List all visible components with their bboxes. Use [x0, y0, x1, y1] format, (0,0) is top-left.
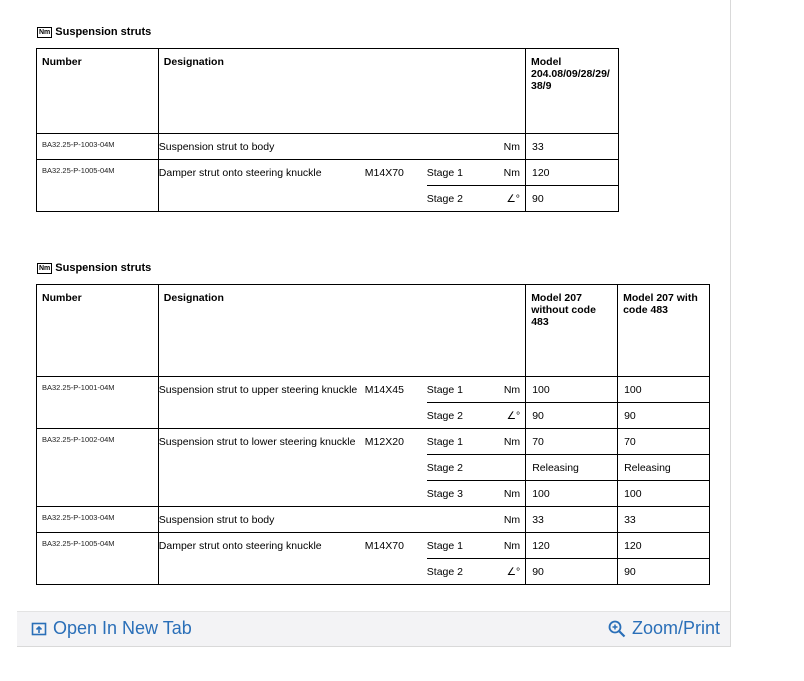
table-row — [37, 507, 710, 533]
stage: Stage 2 — [427, 455, 487, 481]
part-number: BA32.25-P-1003-04M — [37, 134, 159, 160]
thread-spec: M14X70 — [364, 166, 404, 179]
value: 33 — [532, 513, 544, 526]
viewer-toolbar — [17, 611, 730, 646]
torque-table-2 — [36, 284, 710, 585]
designation: Suspension strut to upper steering knuckle — [158, 383, 358, 396]
angle-unit: ∠° — [506, 192, 520, 205]
header-designation: Designation — [158, 49, 525, 134]
stage: Stage 2 — [426, 565, 463, 578]
part-number: BA32.25-P-1005-04M — [37, 160, 159, 212]
value: 70 — [526, 429, 617, 455]
table-row — [37, 134, 619, 160]
stage — [427, 507, 487, 532]
header-number: Number — [37, 285, 159, 377]
open-in-new-tab-button[interactable] — [31, 618, 192, 639]
part-number: BA32.25-P-1005-04M — [37, 533, 159, 585]
section-2-title-text: Suspension struts — [55, 262, 152, 274]
unit: Nm — [503, 487, 521, 500]
value: 90 — [532, 409, 544, 422]
header-number: Number — [37, 49, 159, 134]
value: 90 — [624, 565, 636, 578]
thread-spec: M14X70 — [364, 539, 404, 552]
header-model-without-483: Model 207 without code 483 — [526, 285, 618, 377]
value: 100 — [532, 487, 550, 500]
header-model: Model 204.08/09/28/29/ 38/9 — [526, 49, 619, 134]
thread-spec: M14X45 — [364, 383, 404, 396]
header-model-with-483: Model 207 with code 483 — [618, 285, 710, 377]
torque-icon: Nm — [39, 264, 51, 272]
value: 120 — [526, 160, 618, 186]
unit — [487, 455, 525, 481]
stage: Stage 2 — [426, 192, 463, 205]
designation: Suspension strut to body — [158, 140, 275, 153]
stage: Stage 2 — [426, 409, 463, 422]
designation: Suspension strut to lower steering knuckle — [158, 435, 356, 448]
open-tab-icon — [31, 621, 47, 637]
thread-spec: M12X20 — [364, 435, 404, 448]
stage: Stage 3 — [426, 487, 463, 500]
value: 70 — [618, 429, 709, 455]
value: 90 — [532, 192, 544, 205]
value: 90 — [624, 409, 636, 422]
designation: Damper strut onto steering knuckle — [158, 539, 322, 552]
unit: Nm — [487, 377, 525, 403]
unit: Nm — [487, 429, 525, 455]
value: Releasing — [526, 455, 617, 481]
torque-icon: Nm — [39, 28, 51, 36]
designation: Suspension strut to body — [158, 513, 275, 526]
unit: Nm — [503, 513, 521, 526]
unit: Nm — [487, 160, 525, 186]
part-number: BA32.25-P-1002-04M — [37, 429, 159, 507]
zoom-print-label: Zoom/Print — [631, 618, 720, 638]
unit: Nm — [487, 533, 525, 559]
torque-table-1 — [36, 48, 619, 212]
section-1-title-text: Suspension struts — [55, 26, 152, 38]
part-number: BA32.25-P-1003-04M — [37, 507, 159, 533]
value: 100 — [624, 487, 642, 500]
part-number: BA32.25-P-1001-04M — [37, 377, 159, 429]
angle-unit: ∠° — [506, 565, 521, 578]
open-in-new-tab-label: Open In New Tab — [53, 618, 192, 638]
designation: Damper strut onto steering knuckle — [158, 166, 322, 179]
header-designation: Designation — [158, 285, 525, 377]
table-row — [37, 377, 710, 429]
table-row — [37, 533, 710, 585]
section-1-title — [37, 26, 151, 38]
stage: Stage 1 — [427, 160, 487, 186]
value: 120 — [618, 533, 709, 559]
table-row — [37, 429, 710, 507]
angle-unit: ∠° — [506, 409, 521, 422]
value: 100 — [526, 377, 617, 403]
value: 100 — [618, 377, 709, 403]
table-row — [37, 160, 619, 212]
value: Releasing — [618, 455, 709, 481]
unit: Nm — [503, 140, 520, 153]
value: 33 — [532, 140, 544, 153]
value: 90 — [532, 565, 544, 578]
value: 33 — [624, 513, 636, 526]
zoom-icon — [608, 620, 626, 638]
zoom-print-button[interactable] — [608, 618, 720, 639]
stage: Stage 1 — [427, 377, 487, 403]
stage: Stage 1 — [427, 533, 487, 559]
value: 120 — [526, 533, 617, 559]
stage: Stage 1 — [427, 429, 487, 455]
section-2-title — [37, 262, 151, 274]
